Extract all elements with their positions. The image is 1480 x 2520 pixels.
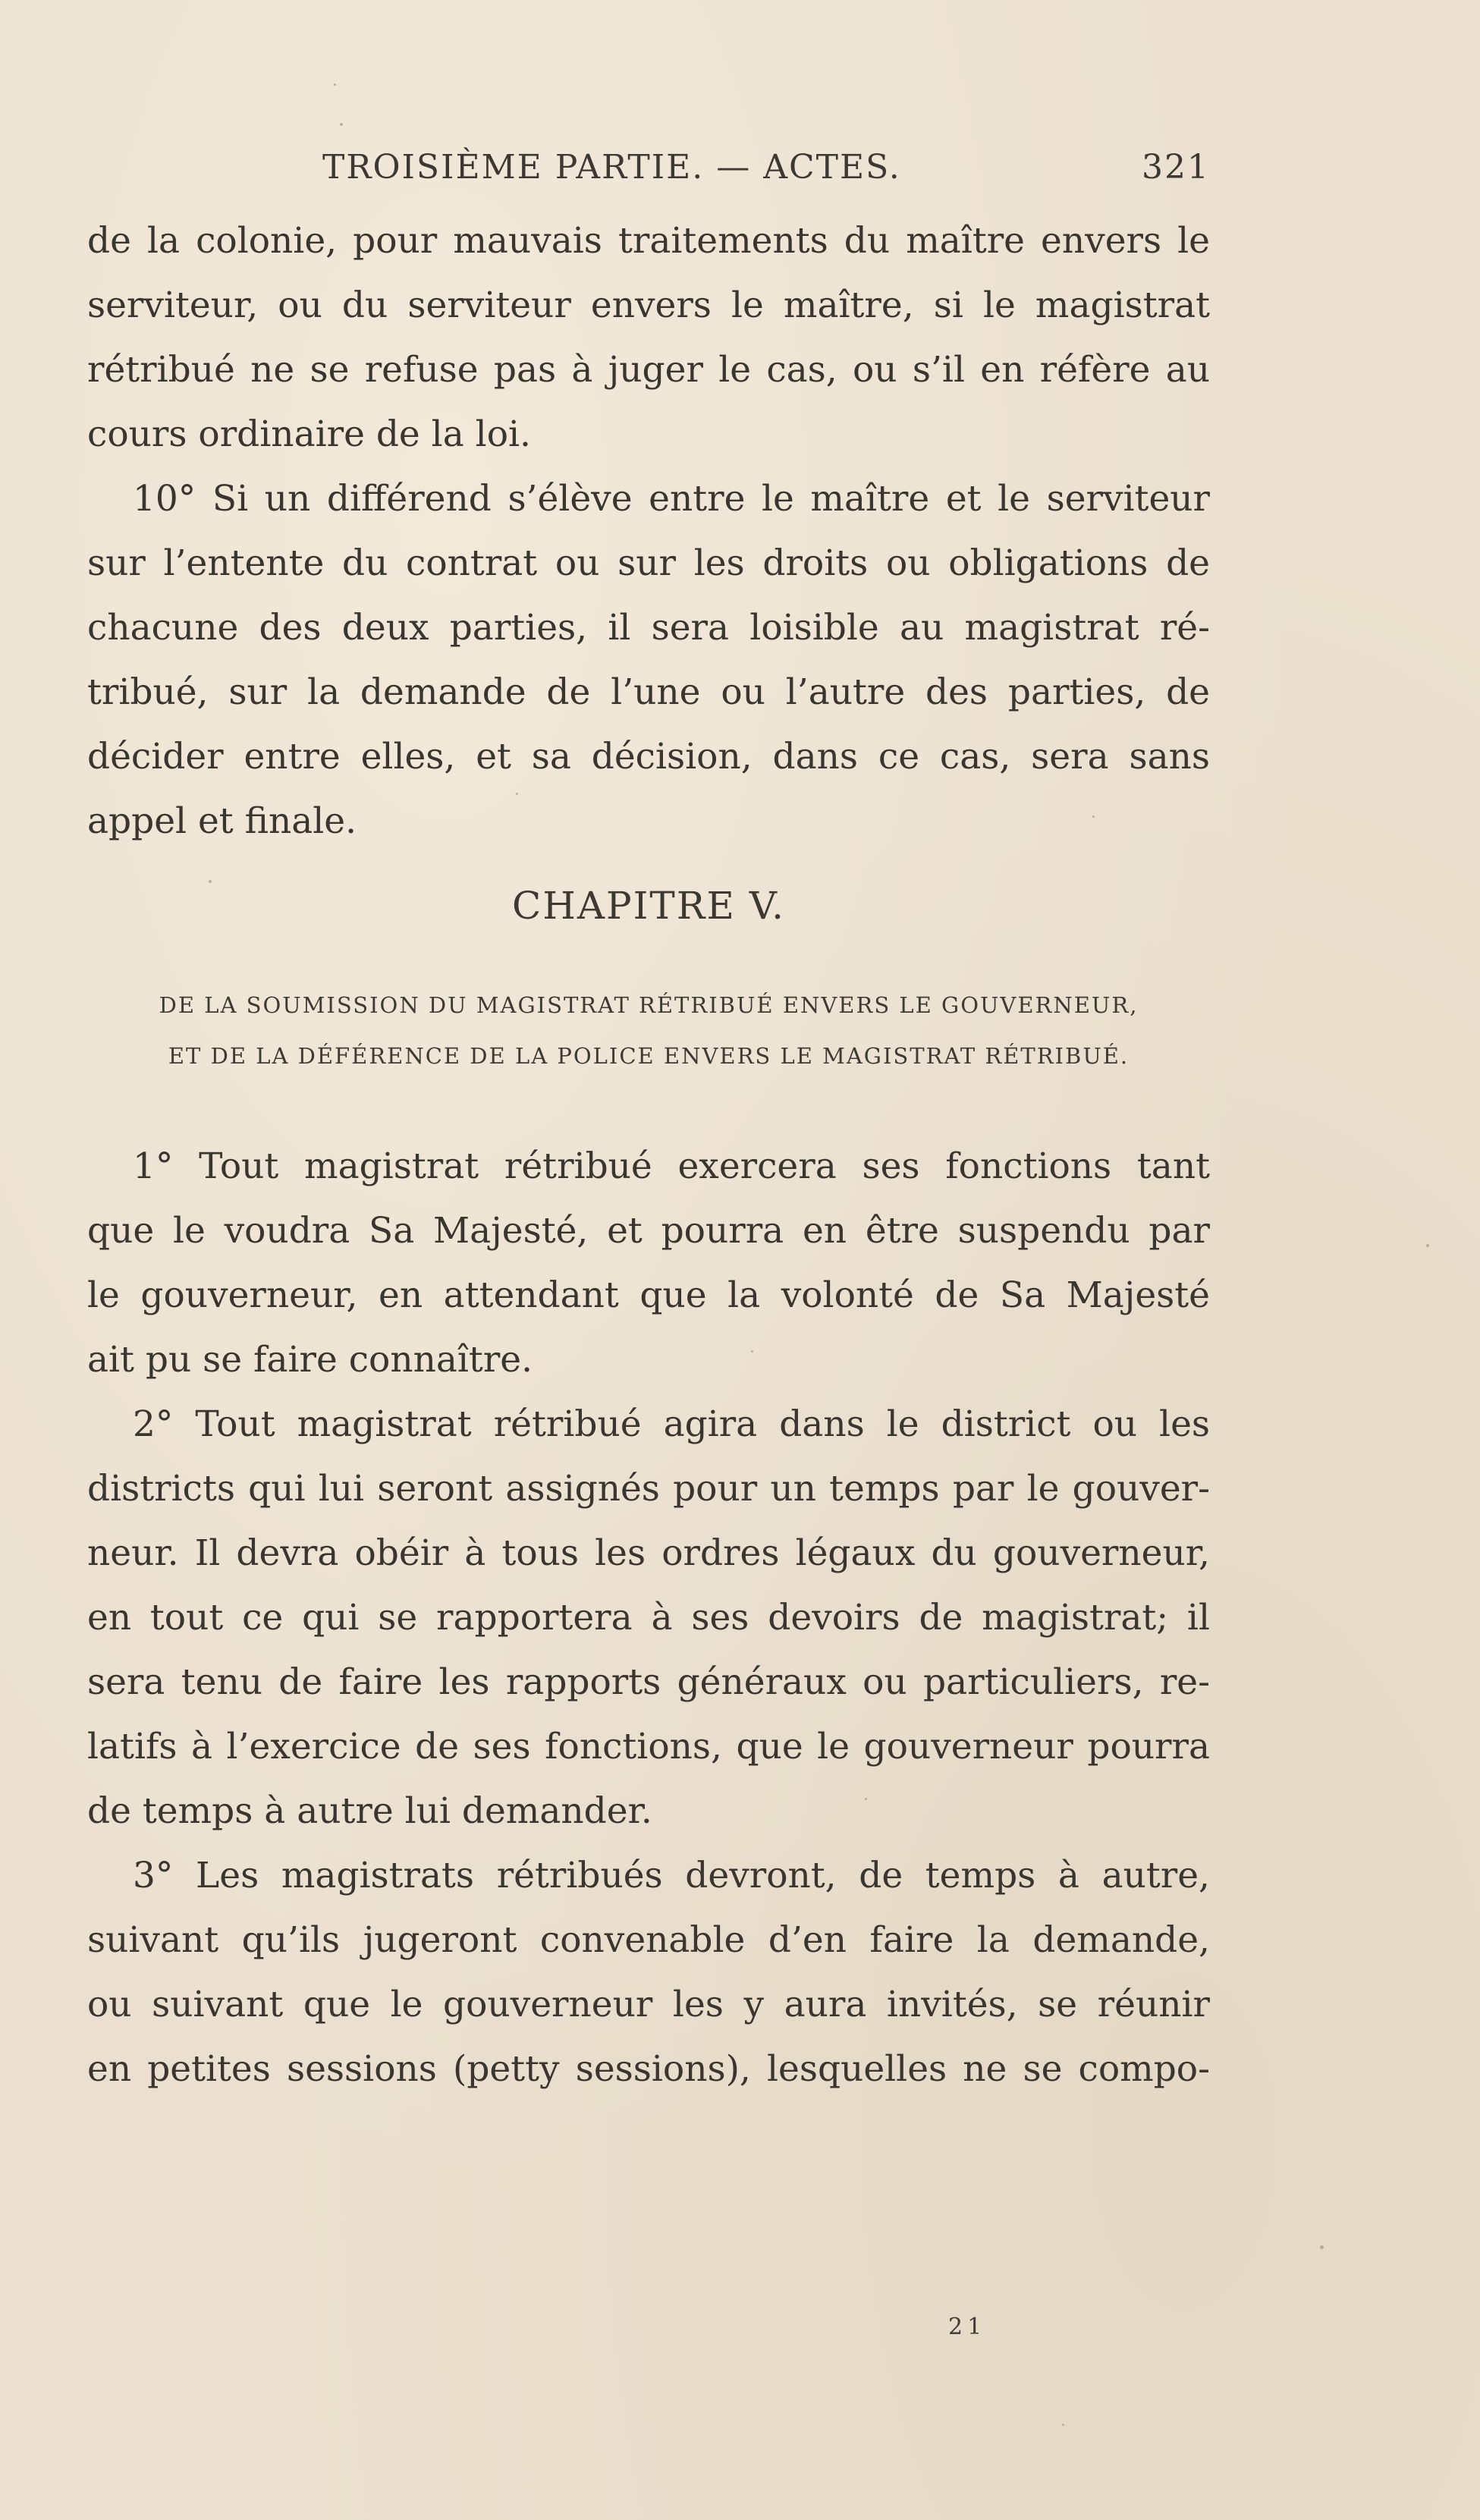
text-line: que le voudra Sa Majesté, et pourra en être suspendu par: [87, 1210, 1210, 1252]
text-line: 10° Si un différend s’élève entre le maître et le serviteur: [133, 478, 1210, 520]
signature-mark: 21: [948, 2314, 987, 2340]
text-line: en petites sessions (petty sessions), lesquelles ne se compo-: [87, 2048, 1210, 2090]
chapter-subtitle: DE LA SOUMISSION DU MAGISTRAT RÉTRIBUÉ ENVERS LE GOUVERNEUR,: [159, 992, 1139, 1018]
text-line: serviteur, ou du serviteur envers le maître, si le magistrat: [87, 284, 1210, 326]
text-line: 2° Tout magistrat rétribué agira dans le district ou les: [133, 1403, 1210, 1445]
text-line: de la colonie, pour mauvais traitements du maître envers le: [87, 220, 1210, 262]
chapter-subtitle: ET DE LA DÉFÉRENCE DE LA POLICE ENVERS LE MAGISTRAT RÉTRIBUÉ.: [168, 1043, 1130, 1069]
text-line: en tout ce qui se rapportera à ses devoirs de magistrat; il: [87, 1597, 1210, 1639]
text-line: neur. Il devra obéir à tous les ordres légaux du gouverneur,: [87, 1532, 1210, 1574]
text-line: rétribué ne se refuse pas à juger le cas, ou s’il en réfère au: [87, 349, 1210, 391]
text-line: 1° Tout magistrat rétribué exercera ses fonctions tant: [133, 1145, 1210, 1187]
text-line: décider entre elles, et sa décision, dans ce cas, sera sans: [87, 736, 1210, 778]
text-line: le gouverneur, en attendant que la volonté de Sa Majesté: [87, 1274, 1210, 1316]
running-head-title: TROISIÈME PARTIE. — ACTES.: [322, 148, 901, 187]
text-line: cours ordinaire de la loi.: [87, 413, 531, 455]
text-line: ou suivant que le gouverneur les y aura invités, se réunir: [87, 1984, 1210, 2025]
text-line: latifs à l’exercice de ses fonctions, que le gouverneur pourra: [87, 1726, 1210, 1767]
text-line: sur l’entente du contrat ou sur les droits ou obligations de: [87, 542, 1210, 584]
text-line: tribué, sur la demande de l’une ou l’autre des parties, de: [87, 671, 1210, 713]
page-number: 321: [1142, 148, 1210, 187]
text-line: de temps à autre lui demander.: [87, 1790, 652, 1832]
text-line: ait pu se faire connaître.: [87, 1339, 533, 1381]
text-line: appel et finale.: [87, 800, 357, 842]
text-line: sera tenu de faire les rapports généraux ou particuliers, re-: [87, 1661, 1210, 1703]
text-line: chacune des deux parties, il sera loisible au magistrat ré-: [87, 607, 1210, 649]
chapter-title: CHAPITRE V.: [511, 884, 785, 928]
running-head: [87, 148, 1210, 193]
text-line: districts qui lui seront assignés pour un temps par le gouver-: [87, 1468, 1210, 1510]
text-line: suivant qu’ils jugeront convenable d’en faire la demande,: [87, 1919, 1210, 1961]
text-line: 3° Les magistrats rétribués devront, de temps à autre,: [133, 1855, 1210, 1896]
